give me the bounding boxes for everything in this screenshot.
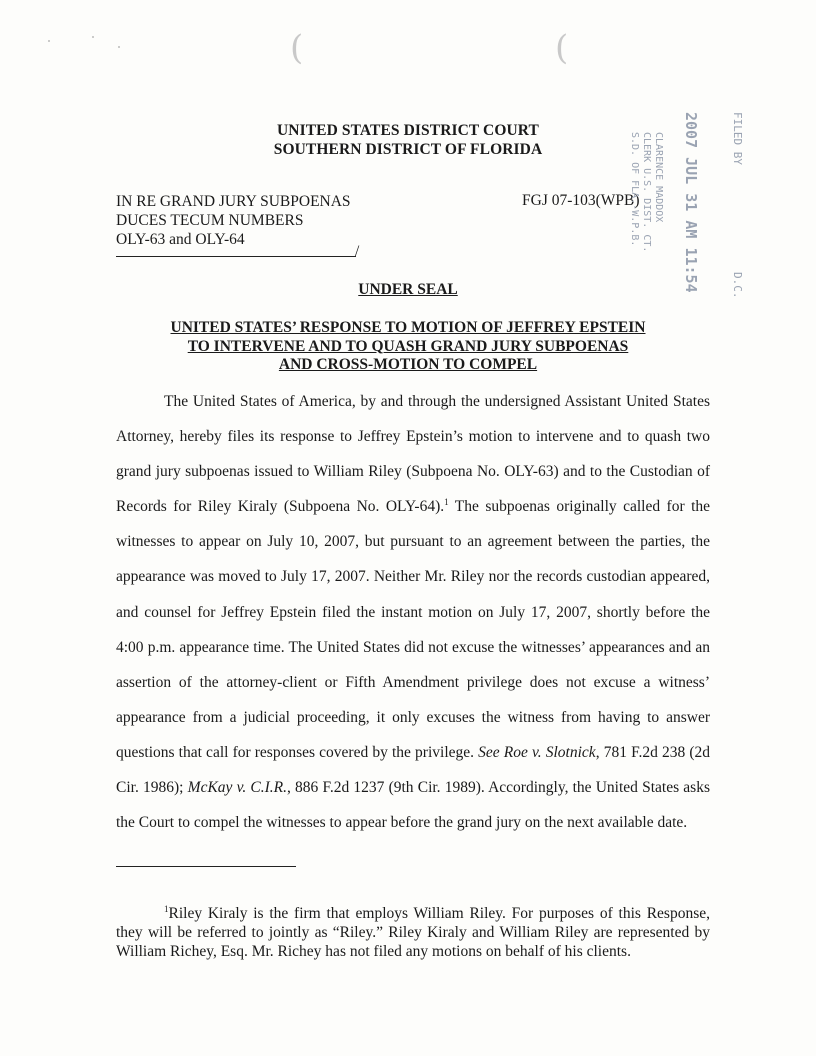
footnote-ref: 1 bbox=[444, 497, 449, 508]
court-line-2: SOUTHERN DISTRICT OF FLORIDA bbox=[273, 141, 543, 158]
stamp-filed-by: FILED BY bbox=[731, 112, 744, 165]
scan-speck bbox=[92, 36, 94, 38]
citation-roe: See Roe v. Slotnick bbox=[478, 743, 596, 761]
footnote-text: Riley Kiraly is the firm that employs William Riley. For purposes of this Response, they will be referred to jointly as “Riley.” Riley Kiraly and William Riley are represented by William Richey, Esq. Mr. Richey has not filed any motions on behalf of his clients. bbox=[116, 905, 710, 960]
body-text-b: The subpoenas originally called for the witnesses to appear on July 10, 2007, but pursuant to an agreement between the parties, the appearance was moved to July 17, 2007. Neither Mr. Riley nor the records custodian appeared, and counsel for Jeffrey Epstein filed the instant motion on July 17, 2007, shortly before the 4:00 p.m. appearance time. The United States did not excuse the witnesses’ appearances and an assertion of the attorney-client or Fifth Amendment privilege does not excuse a witness’ appearance from a judicial proceeding, it only excuses the witness from having to answer questions that call for responses covered by the privilege. bbox=[116, 498, 711, 761]
body-text-a: The United States of America, by and through the undersigned Assistant United States Attorney, hereby files its response to Jeffrey Epstein’s motion to intervene and to quash two grand jury subpoenas issued to William Riley (Subpoena No. OLY-63) and to the Custodian of Records for Riley Kiraly (Subpoena No. OLY-64). bbox=[116, 393, 710, 516]
citation-mckay: McKay v. C.I.R. bbox=[187, 779, 287, 797]
body-text bbox=[116, 384, 710, 840]
caption-line-3: OLY-63 and OLY-64 bbox=[116, 231, 245, 248]
body-text-d: , 886 F.2d 1237 (9th Cir. 1989). Accordingly, the United States asks the Court to compel the witnesses to appear before the grand jury on the next available date. bbox=[116, 779, 710, 832]
body-paragraph bbox=[116, 384, 710, 840]
stamp-date: 2007 JUL 31 AM 11:54 bbox=[682, 112, 700, 293]
court-line-1: UNITED STATES DISTRICT COURT bbox=[277, 122, 539, 139]
stamp-dc: D.C. bbox=[731, 272, 744, 299]
body-text-c: , 781 F.2d 238 (2d Cir. 1986); bbox=[116, 743, 711, 797]
stamp-clerk-title: CLERK U.S. DIST. CT. bbox=[641, 132, 652, 253]
footnote-marker: 1 bbox=[164, 903, 169, 914]
under-seal-heading: UNDER SEAL bbox=[358, 281, 458, 298]
title-line-2: TO INTERVENE AND TO QUASH GRAND JURY SUBPOENAS bbox=[187, 337, 629, 355]
footnote bbox=[116, 904, 710, 961]
scan-artifact-right-paren: ( bbox=[555, 28, 569, 68]
case-caption bbox=[116, 192, 351, 249]
scan-speck bbox=[48, 40, 50, 42]
document-title bbox=[0, 319, 816, 375]
title-line-1: UNITED STATES’ RESPONSE TO MOTION OF JEFFREY EPSTEIN bbox=[170, 319, 646, 336]
footnote-paragraph bbox=[116, 904, 710, 961]
scan-artifact-left-paren: ( bbox=[290, 28, 304, 68]
caption-slash: / bbox=[355, 243, 360, 260]
caption-line-1: IN RE GRAND JURY SUBPOENAS bbox=[116, 193, 351, 210]
title-line-3: AND CROSS-MOTION TO COMPEL bbox=[278, 356, 538, 373]
footnote-rule bbox=[116, 866, 296, 867]
scan-speck bbox=[118, 46, 120, 48]
caption-line-2: DUCES TECUM NUMBERS bbox=[116, 212, 304, 229]
filed-stamp bbox=[614, 112, 754, 302]
caption-rule bbox=[116, 256, 356, 257]
stamp-clerk-name: CLARENCE MADDOX bbox=[653, 132, 664, 223]
stamp-clerk-district: S.D. OF FLA.-W.P.B. bbox=[629, 132, 640, 247]
case-number: FGJ 07-103(WPB) bbox=[522, 192, 640, 209]
